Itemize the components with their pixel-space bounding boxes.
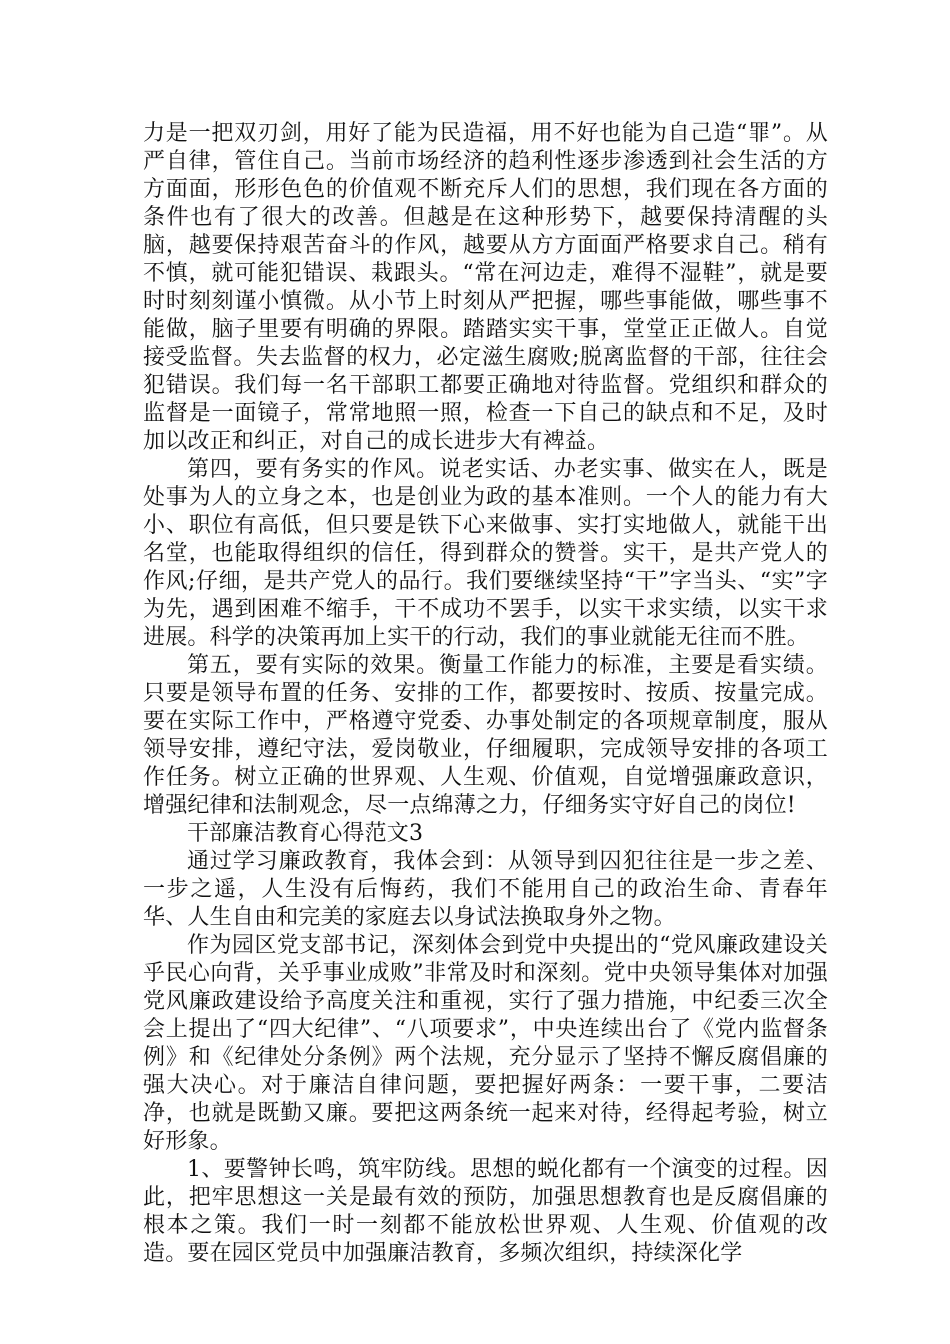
paragraph-fourth-point: 第四，要有务实的作风。说老实话、办老实事、做实在人，既是处事为人的立身之本，也是创业为政的基本准则。一个人的能力有大小、职位有高低，但只要是铁下心来做事、实打实地做人，就能干出名堂，也能取得组织的信任，得到群众的赞誉。实干，是共产党人的作风;仔细，是共产党人的品行。我们要继续坚持“干”字当头、“实”字为先，遇到困难不缩手，干不成功不罢手，以实干求实绩，以实干求进展。科学的决策再加上实干的行动，我们的事业就能无往而不胜。: [143, 457, 828, 650]
paragraph-continued: 力是一把双刃剑，用好了能为民造福，用不好也能为自己造“罪”。从严自律，管住自己。当前市场经济的趋利性逐步渗透到社会生活的方方面面，形形色色的价值观不断充斥人们的思想，我们现在各方面的条件也有了很大的改善。但越是在这种形势下，越要保持清醒的头脑，越要保持艰苦奋斗的作风，越要从方方面面严格要求自己。稍有不慎，就可能犯错误、栽跟头。“常在河边走，难得不湿鞋”，就是要时时刻刻谨小慎微。从小节上时刻从严把握，哪些事能做，哪些事不能做，脑子里要有明确的界限。踏踏实实干事，堂堂正正做人。自觉接受监督。失去监督的权力，必定滋生腐败;脱离监督的干部，往往会犯错误。我们每一名干部职工都要正确地对待监督。党组织和群众的监督是一面镜子，常常地照一照，检查一下自己的缺点和不足，及时加以改正和纠正，对自己的成长进步大有裨益。: [143, 121, 828, 454]
paragraph-party-secretary: 作为园区党支部书记，深刻体会到党中央提出的“党风廉政建设关乎民心向背，关乎事业成败”非常及时和深刻。党中央领导集体对加强党风廉政建设给予高度关注和重视，实行了强力措施，中纪委三次全会上提出了“四大纪律”、“八项要求”，中央连续出台了《党内监督条例》和《纪律处分条例》两个法规，充分显示了坚持不懈反腐倡廉的强大决心。对于廉洁自律问题，要把握好两条：一要干事，二要洁净，也就是既勤又廉。要把这两条统一起来对待，经得起考验，树立好形象。: [143, 933, 828, 1154]
paragraph-fifth-point: 第五，要有实际的效果。衡量工作能力的标准，主要是看实绩。只要是领导布置的任务、安排的工作，都要按时、按质、按量完成。要在实际工作中，严格遵守党委、办事处制定的各项规章制度，服从领导安排，遵纪守法，爱岗敬业，仔细履职，完成领导安排的各项工作任务。树立正确的世界观、人生观、价值观，自觉增强廉政意识，增强纪律和法制观念，尽一点绵薄之力，仔细务实守好自己的岗位!: [143, 653, 828, 818]
paragraph-point-one: 1、要警钟长鸣，筑牢防线。思想的蜕化都有一个演变的过程。因此，把牢思想这一关是最有效的预防，加强思想教育也是反腐倡廉的根本之策。我们一时一刻都不能放松世界观、人生观、价值观的改造。要在园区党员中加强廉洁教育，多频次组织，持续深化学: [143, 1157, 828, 1266]
section-heading: 干部廉洁教育心得范文3: [187, 821, 424, 846]
document-body: [143, 120, 828, 1268]
paragraph-intro: 通过学习廉政教育，我体会到：从领导到囚犯往往是一步之差、一步之遥，人生没有后悔药，我们不能用自己的政治生命、青春年华、人生自由和完美的家庭去以身试法换取身外之物。: [143, 849, 828, 930]
